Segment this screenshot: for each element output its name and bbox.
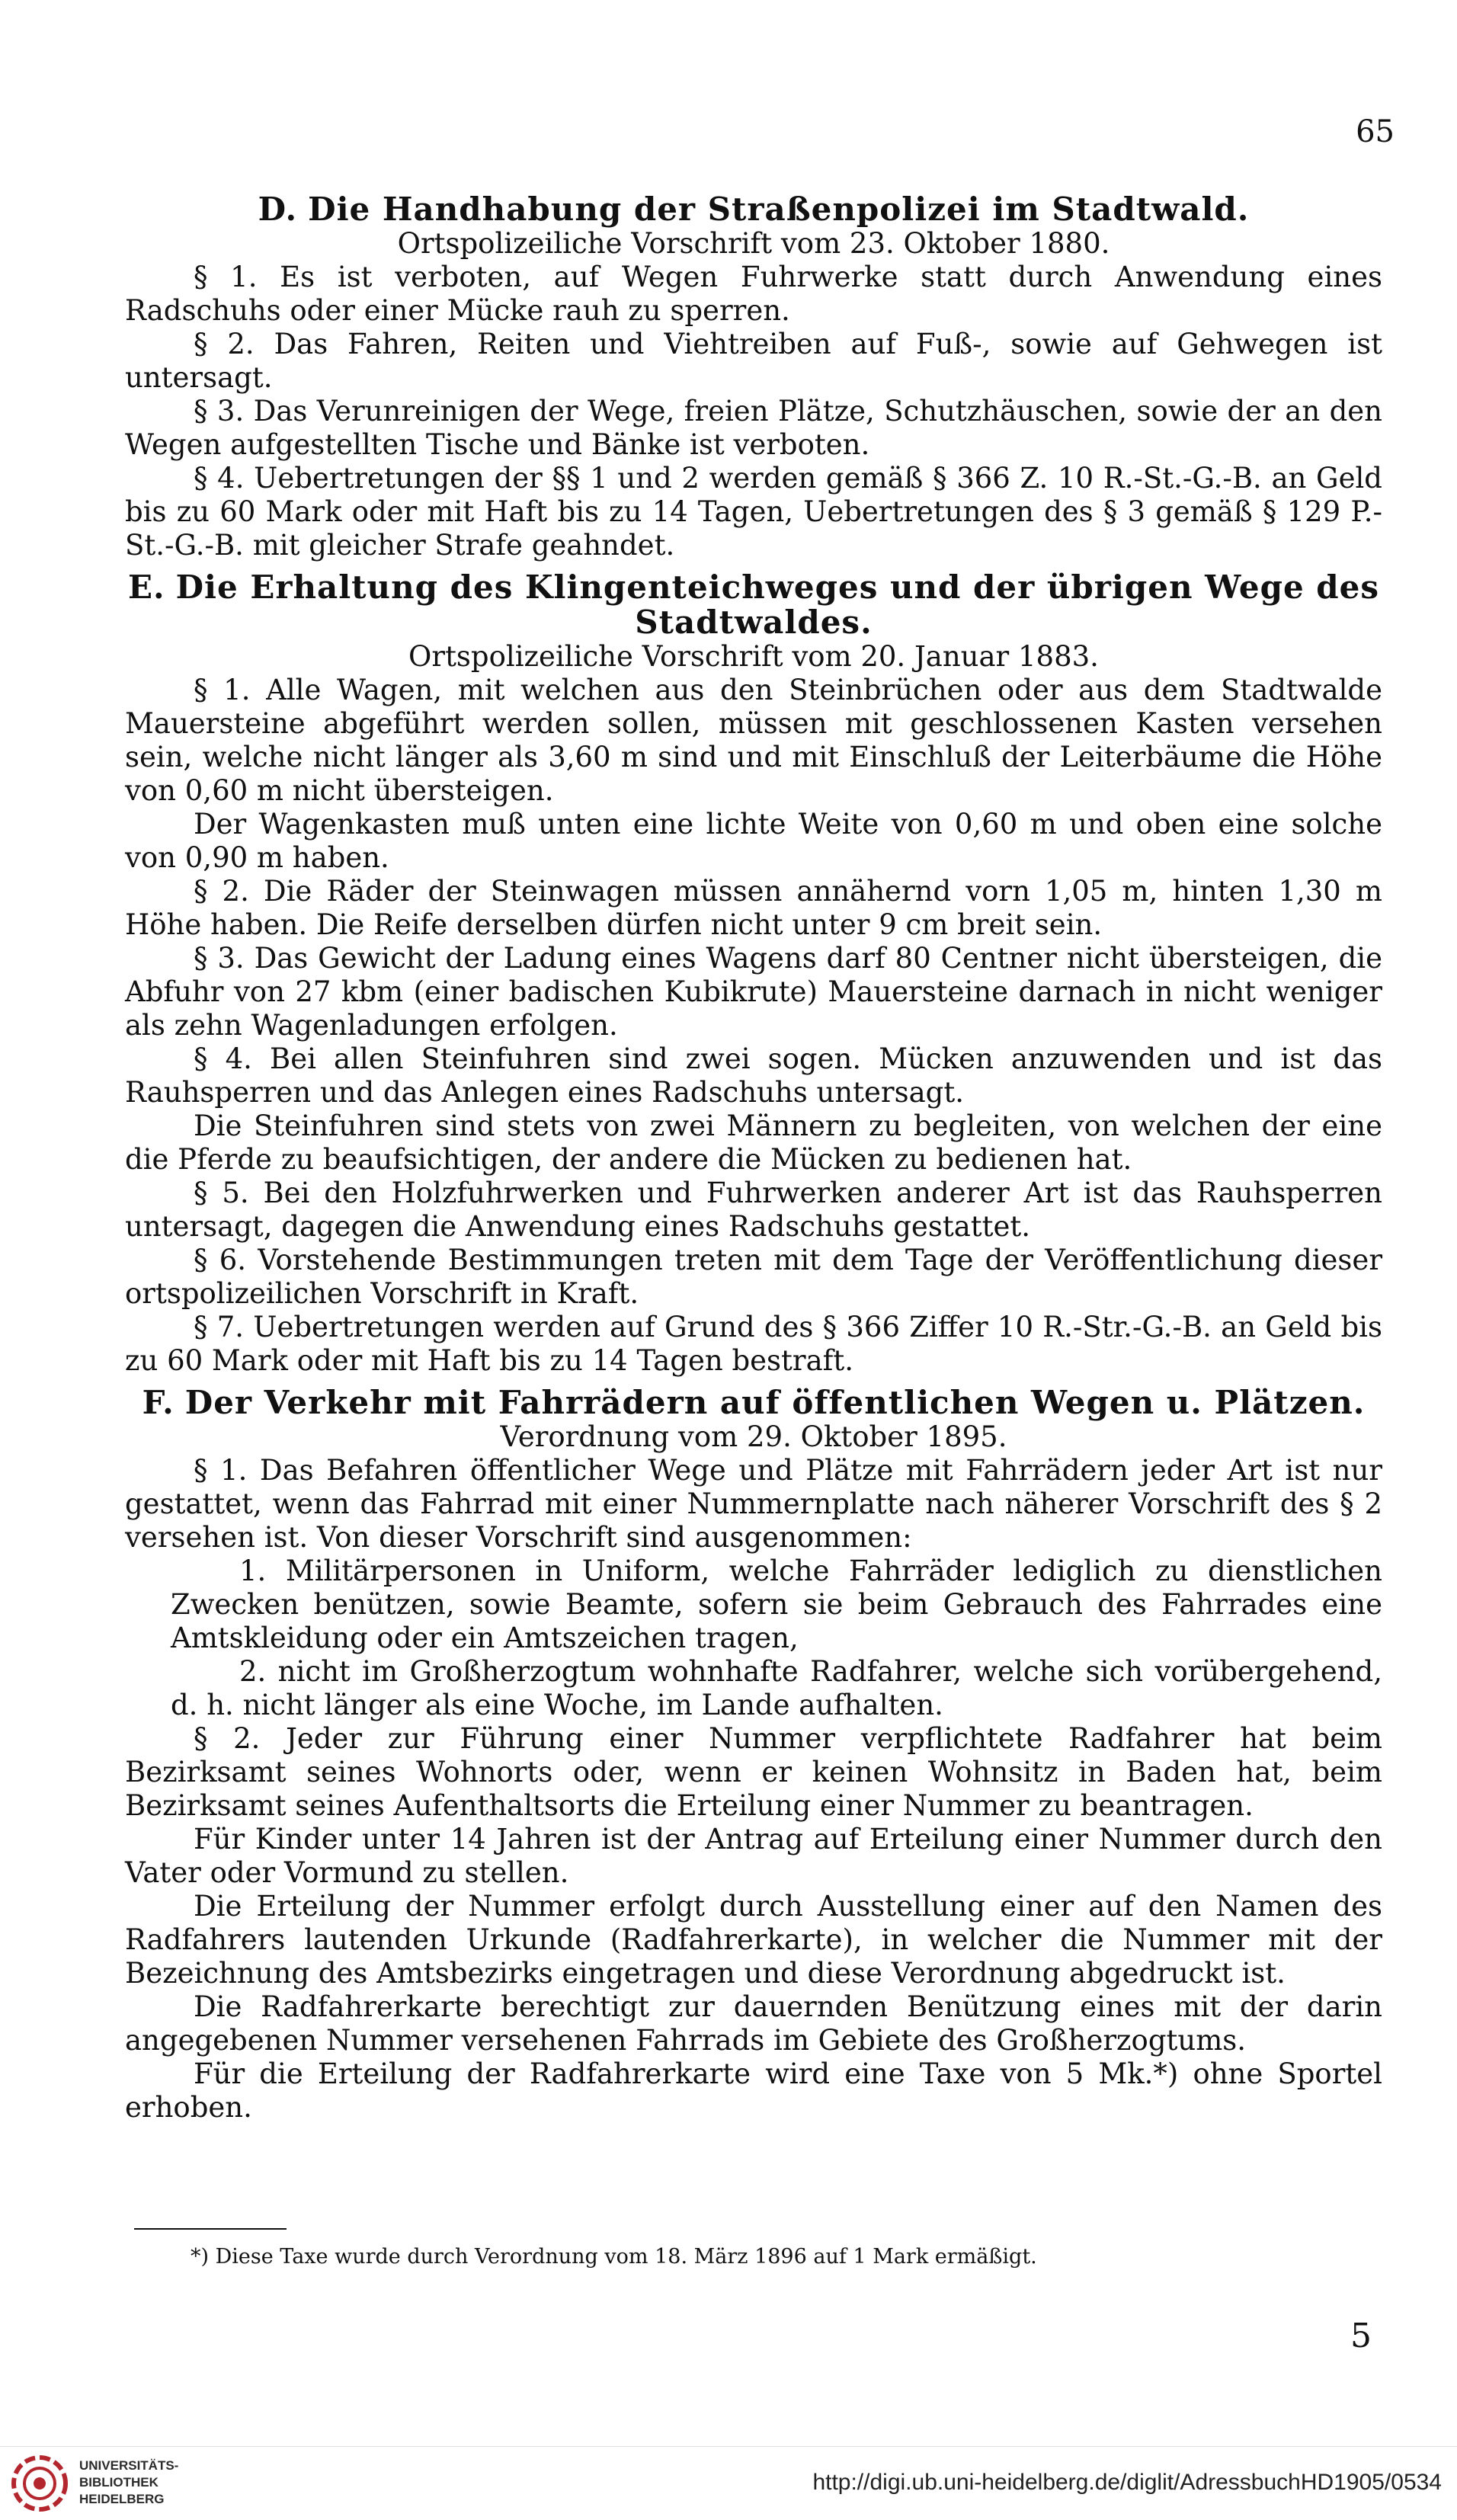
paragraph: § 6. Vorstehende Bestimmungen treten mit dem Tage der Veröffentlichung dieser ortspolizeilichen Vorschrift in Kraft. (125, 1244, 1382, 1310)
page-number: 65 (1356, 114, 1395, 149)
section-e-heading (125, 570, 1382, 640)
paragraph: Die Radfahrerkarte berechtigt zur dauernden Benützung eines mit der darin angegebenen Nummer versehenen Fahrrads im Gebiete des Großherzogtums. (125, 1990, 1382, 2057)
paragraph: § 5. Bei den Holzfuhrwerken und Fuhrwerken anderer Art ist das Rauhsperren untersagt, dagegen die Anwendung eines Radschuhs gestattet. (125, 1177, 1382, 1243)
logo-line: UNIVERSITÄTS- (79, 2458, 179, 2473)
paragraph: Der Wagenkasten muß unten eine lichte Weite von 0,60 m und oben eine solche von 0,90 m haben. (125, 808, 1382, 874)
university-seal-icon (11, 2454, 69, 2512)
paragraph: § 4. Uebertretungen der §§ 1 und 2 werden gemäß § 366 Z. 10 R.-St.-G.-B. an Geld bis zu 60 Mark oder mit Haft bis zu 14 Tagen, Uebertretungen des § 3 gemäß § 129 P.-St.-G.-B. mit gleicher Strafe geahndet. (125, 462, 1382, 562)
paragraph: Die Steinfuhren sind stets von zwei Männern zu begleiten, von welchen der eine die Pferde zu beaufsichtigen, der andere die Mücken zu bedienen hat. (125, 1110, 1382, 1176)
paragraph: § 4. Bei allen Steinfuhren sind zwei sogen. Mücken anzuwenden und ist das Rauhsperren und das Anlegen eines Radschuhs untersagt. (125, 1042, 1382, 1109)
paragraph: § 1. Alle Wagen, mit welchen aus den Steinbrüchen oder aus dem Stadtwalde Mauersteine abgeführt werden sollen, müssen mit geschlossenen Kasten versehen sein, welche nicht länger als 3,60 m sind und mit Einschluß der Leiterbäume die Höhe von 0,60 m nicht übersteigen. (125, 674, 1382, 807)
section-d-heading (125, 192, 1382, 227)
paragraph: § 1. Es ist verboten, auf Wegen Fuhrwerke statt durch Anwendung eines Radschuhs oder einer Mücke rauh zu sperren. (125, 261, 1382, 327)
paragraph: § 7. Uebertretungen werden auf Grund des § 366 Ziffer 10 R.-Str.-G.-B. an Geld bis zu 60 Mark oder mit Haft bis zu 14 Tagen bestraft. (125, 1311, 1382, 1377)
paragraph: § 2. Jeder zur Führung einer Nummer verpflichtete Radfahrer hat beim Bezirksamt seines Wohnorts oder, wenn er keinen Wohnsitz in Baden hat, beim Bezirksamt seines Aufenthaltsorts die Erteilung einer Nummer zu beantragen. (125, 1722, 1382, 1822)
viewer-footer (0, 2446, 1457, 2520)
enumerated-item: 1. Militärpersonen in Uniform, welche Fahrräder lediglich zu dienstlichen Zwecken benützen, sowie Beamte, sofern sie beim Gebrauch des Fahrrades eine Amtskleidung oder ein Amtszeichen tragen, (171, 1555, 1382, 1654)
source-url: http://digi.ub.uni-heidelberg.de/diglit/AdressbuchHD1905/0534 (812, 2470, 1442, 2495)
page-text (125, 192, 1382, 2125)
section-e-title: Die Erhaltung des Klingenteichweges und der übrigen Wege des Stadtwaldes. (175, 568, 1380, 641)
library-logo-text (79, 2458, 178, 2508)
enumerated-item: 2. nicht im Großherzogtum wohnhafte Radfahrer, welche sich vorübergehend, d. h. nicht länger als eine Woche, im Lande aufhalten. (171, 1655, 1382, 1721)
paragraph: Für Kinder unter 14 Jahren ist der Antrag auf Erteilung einer Nummer durch den Vater oder Vormund zu stellen. (125, 1823, 1382, 1889)
section-d-subheading: Ortspolizeiliche Vorschrift vom 23. Oktober 1880. (397, 227, 1110, 260)
section-f-heading (125, 1385, 1382, 1420)
section-f-subheading: Verordnung vom 29. Oktober 1895. (500, 1420, 1007, 1453)
footnote: *) Diese Taxe wurde durch Verordnung vom 18. März 1896 auf 1 Mark ermäßigt. (191, 2245, 1037, 2269)
section-d-title: Die Handhabung der Straßenpolizei im Stadtwald. (308, 191, 1250, 228)
paragraph: § 3. Das Gewicht der Ladung eines Wagens darf 80 Centner nicht übersteigen, die Abfuhr von 27 kbm (einer badischen Kubikrute) Mauersteine darnach in nicht weniger als zehn Wagenladungen erfolgen. (125, 942, 1382, 1042)
logo-line: BIBLIOTHEK (79, 2475, 159, 2490)
section-e-letter: E. (127, 568, 165, 606)
section-d-letter: D. (258, 191, 298, 228)
paragraph: § 2. Das Fahren, Reiten und Viehtreiben auf Fuß-, sowie auf Gehwegen ist untersagt. (125, 328, 1382, 394)
paragraph: § 2. Die Räder der Steinwagen müssen annähernd vorn 1,05 m, hinten 1,30 m Höhe haben. Die Reife derselben dürfen nicht unter 9 cm breit sein. (125, 875, 1382, 941)
section-f-letter: F. (142, 1384, 175, 1421)
section-f-title: Der Verkehr mit Fahrrädern auf öffentlichen Wegen u. Plätzen. (184, 1384, 1366, 1421)
section-e-subheading: Ortspolizeiliche Vorschrift vom 20. Januar 1883. (408, 640, 1099, 673)
signature-mark: 5 (1350, 2317, 1372, 2355)
footnote-rule (134, 2228, 287, 2230)
paragraph: § 1. Das Befahren öffentlicher Wege und Plätze mit Fahrrädern jeder Art ist nur gestattet, wenn das Fahrrad mit einer Nummernplatte nach näherer Vorschrift des § 2 versehen ist. Von dieser Vorschrift sind ausgenommen: (125, 1454, 1382, 1554)
paragraph: § 3. Das Verunreinigen der Wege, freien Plätze, Schutzhäuschen, sowie der an den Wegen aufgestellten Tische und Bänke ist verboten. (125, 395, 1382, 461)
paragraph: Die Erteilung der Nummer erfolgt durch Ausstellung einer auf den Namen des Radfahrers lautenden Urkunde (Radfahrerkarte), in welcher die Nummer mit der Bezeichnung des Amtsbezirks eingetragen und diese Verordnung abgedruckt ist. (125, 1890, 1382, 1990)
paragraph: Für die Erteilung der Radfahrerkarte wird eine Taxe von 5 Mk.*) ohne Sportel erhoben. (125, 2057, 1382, 2124)
book-page (114, 0, 1395, 2438)
logo-line: HEIDELBERG (79, 2492, 165, 2506)
